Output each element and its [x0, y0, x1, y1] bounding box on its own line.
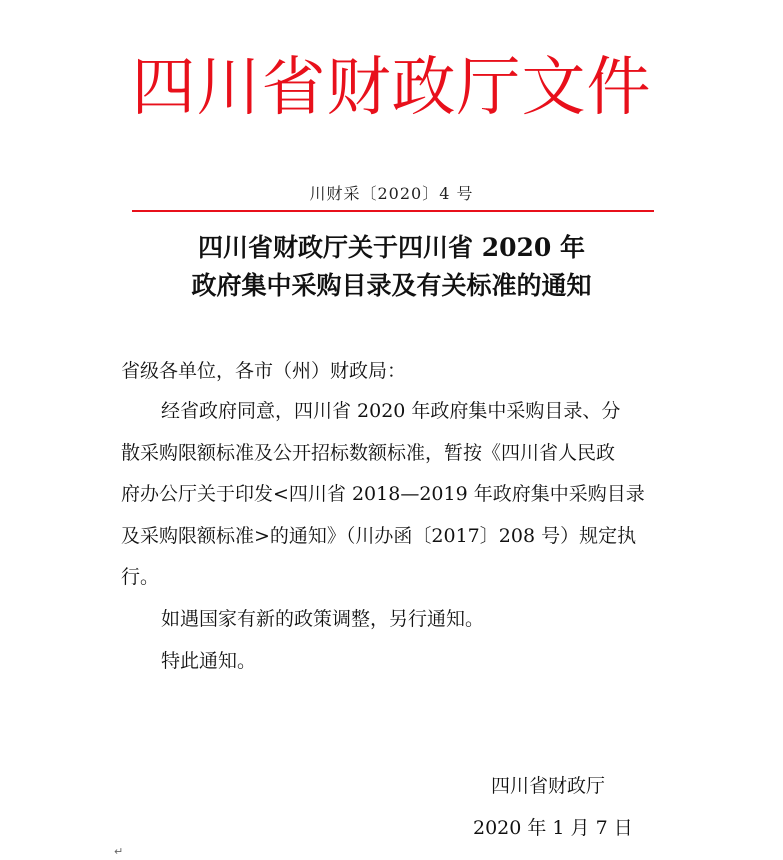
- notice-title: [0, 229, 783, 305]
- notice-title-line-1: 四川省财政厅关于四川省 2020 年: [198, 233, 585, 262]
- body-paragraph-3-text: 特此通知。: [161, 650, 257, 672]
- document-number: 川财采〔2020〕4 号: [309, 184, 474, 203]
- body-paragraph-1-line-2: 散采购限额标准及公开招标数额标准，暂按《四川省人民政: [121, 441, 616, 464]
- body-paragraph-1: [121, 391, 669, 599]
- body-paragraph-2-text: 如遇国家有新的政策调整，另行通知。: [161, 608, 485, 630]
- body-paragraph-2: [121, 599, 669, 641]
- paragraph-mark-icon: ↵: [114, 845, 124, 858]
- document-header-title: 四川省财政厅文件: [131, 51, 652, 125]
- body-paragraph-1-line-1: 经省政府同意，四川省 2020 年政府集中采购目录、分: [161, 400, 621, 422]
- body-paragraph-1-line-5: 行。: [121, 566, 160, 588]
- signature-organization: 四川省财政厅: [491, 775, 606, 797]
- salutation: 省级各单位，各市（州）财政局：: [121, 360, 407, 382]
- signature-date: 2020 年 1 月 7 日: [473, 817, 633, 839]
- body-paragraph-3: [121, 641, 669, 683]
- body-paragraph-1-line-4: 及采购限额标准>的通知》（川办函〔2017〕208 号）规定执: [121, 524, 637, 547]
- notice-title-line-2: 政府集中采购目录及有关标准的通知: [191, 271, 592, 300]
- red-divider-line: [132, 210, 654, 212]
- body-paragraph-1-line-3: 府办公厅关于印发<四川省 2018—2019 年政府集中采购目录: [121, 483, 645, 505]
